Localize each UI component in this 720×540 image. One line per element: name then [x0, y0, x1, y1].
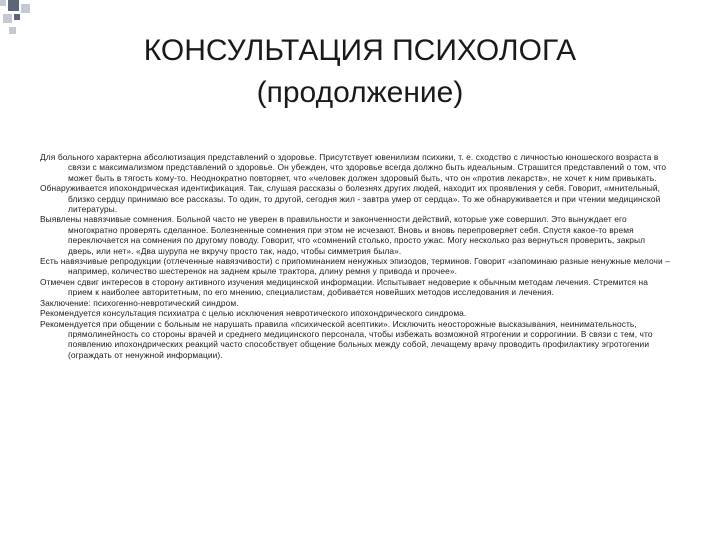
deco-square-dark: [8, 0, 19, 11]
paragraph-interests: Отмечен сдвиг интересов в сторону активного изучения медицинской информации. Испытывает недоверие к обычным методам лечения. Стремится на прием к наиболее авторитетным, по его мнению, специалистам, добивается новейших методов исследования и лечения.: [40, 276, 649, 298]
deco-square-dark: [14, 14, 20, 20]
slide-title: [0, 30, 720, 114]
deco-square-light: [21, 4, 30, 13]
paragraph-conclusion: Заключение: психогенно-невротический синдром.: [40, 297, 239, 308]
deco-square-light: [0, 0, 6, 6]
paragraph-recommendation-psychiatrist: Рекомендуется консультация психиатра с целью исключения невротического ипохондрического синдрома.: [40, 308, 467, 319]
title-line-2: (продолжение): [256, 76, 464, 109]
paragraph-reproductions: Есть навязчивые репродукции (отлеченные навязчивости) с припоминанием ненужных эпизодов, терминов. Говорит «запоминаю разные ненужные мелочи – например, количество шестеренок на заднем крыле трактора, длину ремня у привода и прочее».: [40, 256, 670, 277]
paragraph-character: Для больного характерна абсолютизация представлений о здоровье. Присутствует ювенилизм психики, т. е. сходство с личностью юношеского возраста в связи с максимализмом представлений о здоровье. Он убежден, что здоровье всегда должно быть идеальным. Страшится представлений о том, что может быть в тягость кому-то. Неоднократно повторяет, что «человек должен здоровый быть, что он «против лекарств», не хочет к ним привыкать.: [40, 152, 667, 183]
paragraph-doubts: Выявлены навязчивые сомнения. Больной часто не уверен в правильности и законченности действий, которые уже совершил. Это вынуждает его многократно проверять сделанное. Болезненные сомнения при этом не исчезают. Вновь и вновь перепроверяет себя. Спустя какое-то время переключается на сомнения по другому поводу. Говорит, что «сомнений столько, просто ужас. Могу несколько раз вернуться проверить, закрыл дверь, или нет». «Два шурупа не вкручу просто так, надо, чтобы симметрия была».: [40, 214, 646, 256]
title-line-1: КОНСУЛЬТАЦИЯ ПСИХОЛОГА: [143, 34, 577, 67]
paragraph-identification: Обнаруживается ипохондрическая идентификация. Так, слушая рассказы о болезнях других людей, находит их проявления у себя. Говорит, «мнительный, близко сердцу принимаю все рассказы. То один, то другой, сегодня жил - завтра умер от сердца». То же обнаруживается и при чтении медицинской литературы.: [40, 183, 661, 215]
deco-square-light: [3, 14, 12, 23]
paragraph-recommendation-asepsis: Рекомендуется при общении с больным не нарушать правила «психической асептики». Исключить неосторожные высказывания, неинимательность, прямолинейность со стороны врачей и среднего медицинского персонала, чтобы избежать возможной ятрогении и соррогинии. В связи с тем, что появлению ипохондрических реакций часто способствует общение больных между собой, лечащему врачу проводить профилактику эгротогении (ограждать от ненужной информации).: [40, 318, 653, 360]
slide-body: [40, 152, 672, 360]
